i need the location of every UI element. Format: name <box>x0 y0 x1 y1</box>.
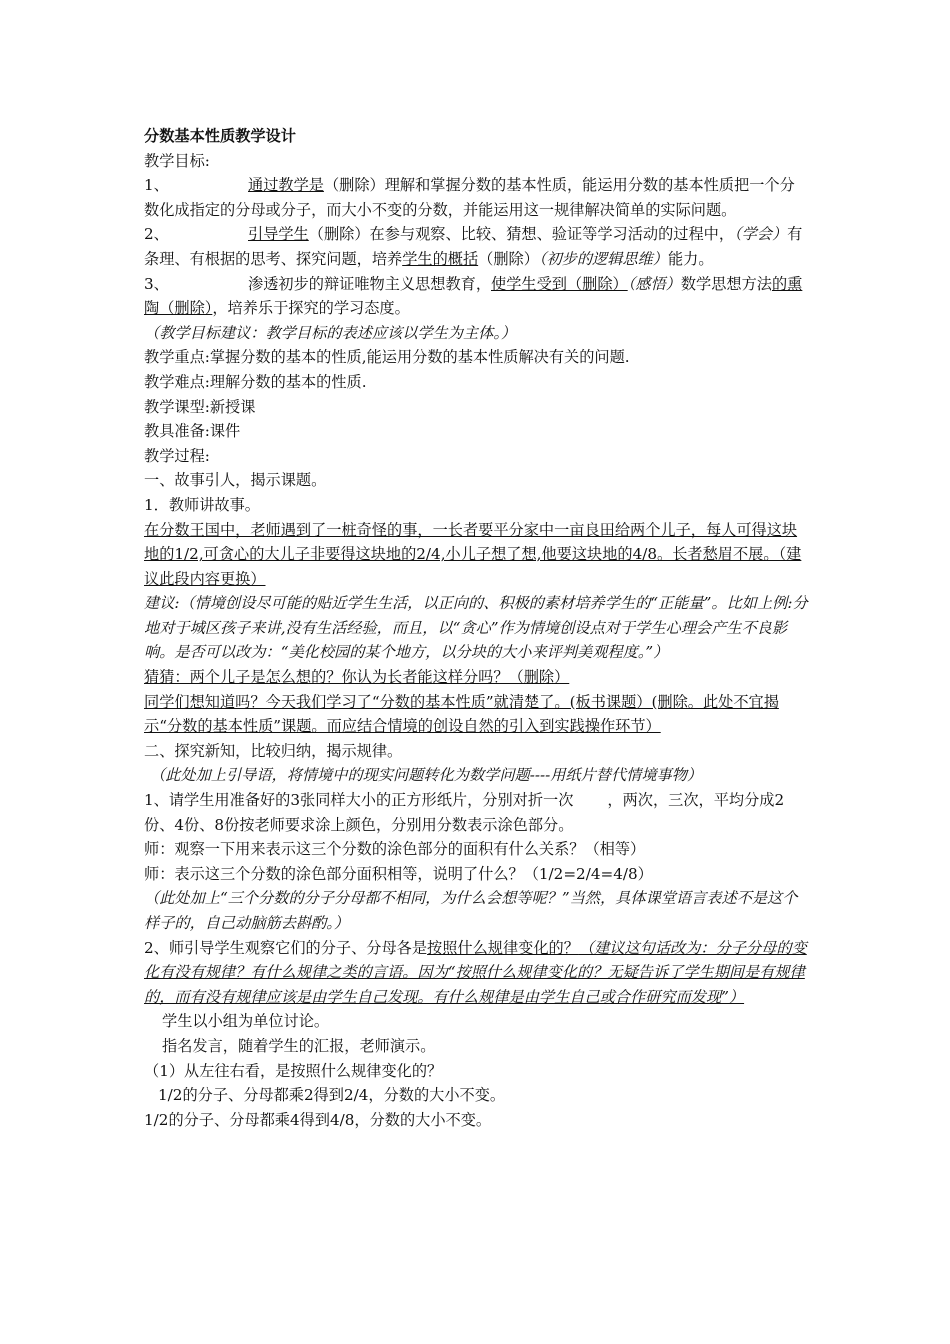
goal-2 <box>144 222 808 271</box>
goal-3-insert: （感悟） <box>627 274 681 293</box>
step-1-text-2: ，两次，三次，平均分成2份、4份、8份按老师要求涂上颜色，分别用分数表示涂色部分。 <box>144 791 785 834</box>
step-1-text: 1、请学生用准备好的3张同样大小的正方形纸片，分别对折一次 <box>144 791 574 810</box>
goal-2-insert-2: （初步的逻辑思维） <box>538 249 668 268</box>
goal-1-number: 1、 <box>144 176 169 195</box>
rule-2: 1/2的分子、分母都乘4得到4/8，分数的大小不变。 <box>144 1110 492 1129</box>
goal-3-deleted-text-2: 的熏陶（删除） <box>144 274 803 318</box>
materials: 教具准备:课件 <box>144 422 241 441</box>
goal-1-delete-note: （删除） <box>323 176 385 195</box>
goal-2-number: 2、 <box>144 225 169 244</box>
sub-question-1: （1）从左往右看，是按照什么规律变化的？ <box>144 1061 443 1080</box>
goal-3-end: ，培养乐于探究的学习态度。 <box>212 299 410 318</box>
reveal-paragraph: 同学们想知道吗？今天我们学习了“分数的基本性质”就清楚了。(板书课题）(删除。此处不宜揭示“分数的基本性质”课题。而应结合情境的创设自然的引入到实践操作环节） <box>144 692 779 736</box>
goal-2-delete-note-2: （删除） <box>478 249 539 268</box>
goals-heading: 教学目标: <box>144 151 210 170</box>
group-discussion: 学生以小组为单位讨论。 <box>162 1012 330 1031</box>
goal-1-text: 理解和掌握分数的基本性质，能运用分数的基本性质把一个分数化成指定的分母或分子，而大小不变的分数，并能运用这一规律解决简单的实际问题。 <box>144 176 795 219</box>
step-2-deleted-text: 按照什么规律变化的？ <box>427 938 579 957</box>
goal-2-text: 在参与观察、比较、猜想、验证等学习活动的过程中， <box>369 225 734 244</box>
goal-3-text-2: 数学思想方法 <box>680 274 772 293</box>
story-suggestion: 建议:（情境创设尽可能的贴近学生生活，以正向的、积极的素材培养学生的“正能量”。比如上例:分地对于城区孩子来讲,没有生活经验，而且，以“贪心”作为情境创设点对于学生心理会产生不良影响。是否可以改为：“美化校园的某个地方，以分块的大小来评判美观程度。”） <box>144 594 808 662</box>
goal-3-number: 3、 <box>144 274 169 293</box>
step-2 <box>144 936 808 1010</box>
student-report: 指名发言，随着学生的汇报，老师演示。 <box>162 1036 436 1055</box>
section-2-note: （此处加上引导语，将情境中的现实问题转化为数学问题----用纸片替代情境事物） <box>150 766 703 785</box>
question-2-note: （此处加上“三个分数的分子分母都不相同，为什么会想等呢？”当然，具体课堂语言表述不是这个样子的，自己动脑筋去斟酌。） <box>144 889 798 932</box>
goal-2-deleted-text-2: 学生的概括 <box>402 249 479 268</box>
difficulty: 教学难点:理解分数的基本的性质. <box>144 372 367 391</box>
key-point: 教学重点:掌握分数的基本的性质,能运用分数的基本性质解决有关的问题. <box>144 348 630 367</box>
step-1 <box>144 788 808 837</box>
goal-3-text: 渗透初步的辩证唯物主义思想教育， <box>248 274 491 293</box>
lesson-type: 教学课型:新授课 <box>144 397 256 416</box>
goal-2-delete-note: （删除） <box>308 225 370 244</box>
goal-2-insert-1: （学会） <box>734 225 788 244</box>
section-2-heading: 二、探究新知，比较归纳，揭示规律。 <box>144 741 403 760</box>
document-title: 分数基本性质教学设计 <box>144 127 296 145</box>
goal-2-deleted-text: 引导学生 <box>248 225 309 244</box>
process-heading: 教学过程: <box>144 446 210 465</box>
goal-suggestion: （教学目标建议：教学目标的表述应该以学生为主体。） <box>144 323 517 342</box>
section-1-step-1: 1．教师讲故事。 <box>144 495 260 514</box>
goal-3 <box>144 272 808 321</box>
story-paragraph: 在分数王国中，老师遇到了一桩奇怪的事，一长者要平分家中一亩良田给两个儿子，每人可得这块地的1/2,可贪心的大儿子非要得这块地的2/4,小儿子想了想,他要这块地的4/8。长者愁眉不展。（建议此段内容更换） <box>144 520 802 588</box>
step-2-note: （建议这句话改为：分子分母的变化有没有规律？有什么规律之类的言语。因为“按照什么规律变化的？无疑告诉了学生期间是有规律的，而有没有规律应该是由学生自己发现。有什么规律是由学生自己或合作研究而发现”） <box>144 938 807 1006</box>
goal-2-text-2: 有条理、有根据的思考、探究问题，培养 <box>144 225 803 268</box>
goal-1 <box>144 173 808 222</box>
rule-1: 1/2的分子、分母都乘2得到2/4，分数的大小不变。 <box>158 1086 506 1105</box>
goal-3-deleted-text: 使学生受到（删除） <box>491 274 628 293</box>
document-page <box>144 124 808 1132</box>
question-2: 师：表示这三个分数的涂色部分面积相等，说明了什么？（1/2=2/4=4/8） <box>144 864 653 883</box>
goal-1-deleted-text: 通过教学是 <box>248 176 324 195</box>
question-1: 师：观察一下用来表示这三个分数的涂色部分的面积有什么关系？（相等） <box>144 840 646 859</box>
section-1-heading: 一、故事引人，揭示课题。 <box>144 471 327 490</box>
goal-2-end: 能力。 <box>667 249 714 268</box>
guess-line: 猜猜：两个儿子是怎么想的？你认为长者能这样分吗？（删除） <box>144 668 570 687</box>
step-2-text: 2、师引导学生观察它们的分子、分母各是 <box>144 938 428 957</box>
